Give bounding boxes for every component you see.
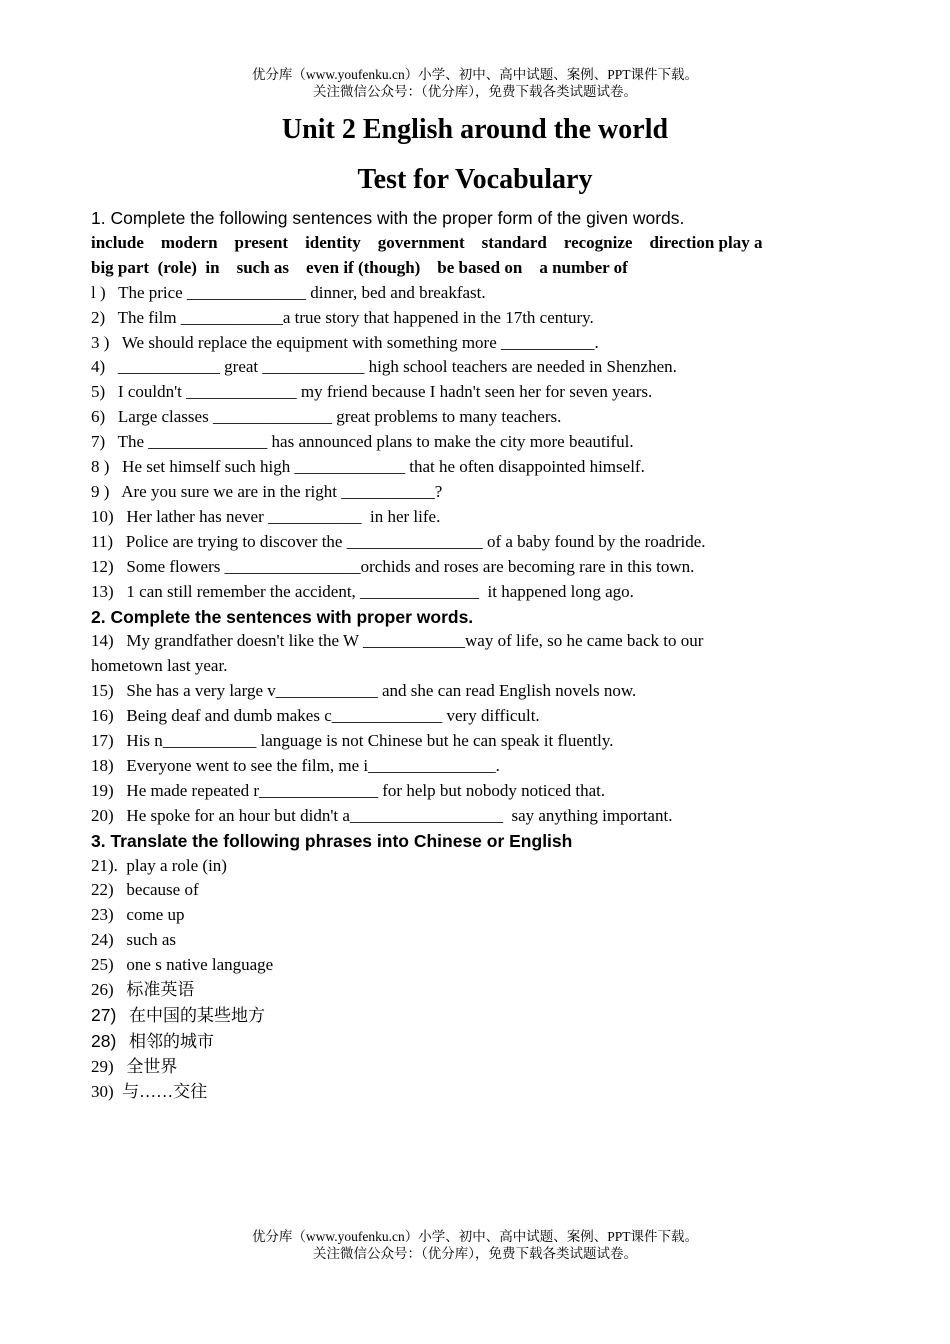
question-4: 4) ____________ great ____________ high school teachers are needed in Shenzhen.	[91, 357, 677, 377]
question-text: 与……交往	[113, 1081, 208, 1101]
question-text: because of	[113, 880, 199, 900]
question-number: 29)	[91, 1056, 114, 1076]
question-28	[91, 1029, 861, 1055]
question-8: 8 ) He set himself such high _____________ that he often disappointed himself.	[91, 457, 645, 477]
question-text: one s native language	[113, 955, 274, 975]
question-9: 9 ) Are you sure we are in the right ___________?	[91, 481, 443, 501]
question-23	[91, 903, 861, 928]
question-29	[91, 1055, 861, 1080]
question-number: 21).	[91, 855, 118, 875]
question-6: 6) Large classes ______________ great problems to many teachers.	[91, 407, 562, 427]
question-number: 26)	[91, 980, 114, 1000]
footer-line-1: 优分库（www.youfenku.cn）小学、初中、高中试题、案例、PPT课件下载。	[251, 1229, 699, 1244]
question-1: l ) The price ______________ dinner, bed and breakfast.	[91, 282, 486, 302]
question-7: 7) The ______________ has announced plans to make the city more beautiful.	[91, 432, 634, 452]
question-24	[91, 928, 861, 953]
question-text: come up	[113, 905, 185, 925]
section1-heading: 1. Complete the following sentences with the proper form of the given words.	[91, 208, 685, 228]
question-10: 10) Her lather has never ___________ in her life.	[91, 506, 441, 526]
question-26	[91, 978, 861, 1003]
question-number: 25)	[91, 955, 114, 975]
question-20: 20) He spoke for an hour but didn't a__________________ say anything important.	[91, 805, 673, 825]
question-5: 5) I couldn't _____________ my friend because I hadn't seen her for seven years.	[91, 382, 653, 402]
page-header	[0, 66, 950, 100]
question-27	[91, 1003, 861, 1029]
wordbank-line-2: big part (role) in such as even if (though) be based on a number of	[91, 257, 628, 277]
question-25	[91, 953, 861, 978]
question-30	[91, 1080, 861, 1105]
question-16: 16) Being deaf and dumb makes c_____________ very difficult.	[91, 706, 540, 726]
section2-heading: 2. Complete the sentences with proper words.	[91, 606, 474, 627]
question-12: 12) Some flowers ________________orchids and roses are becoming rare in this town.	[91, 556, 695, 576]
question-number: 23)	[91, 905, 114, 925]
section3-heading: 3. Translate the following phrases into Chinese or English	[91, 830, 573, 851]
question-11: 11) Police are trying to discover the ________________ of a baby found by the roadride.	[91, 531, 706, 551]
question-number: 22)	[91, 880, 114, 900]
wordbank-line-1: include modern present identity government standard recognize direction play a	[91, 232, 763, 252]
question-text: such as	[113, 930, 176, 950]
question-text: play a role (in)	[117, 855, 227, 875]
question-18: 18) Everyone went to see the film, me i_______________.	[91, 755, 500, 775]
question-14-line-2: hometown last year.	[91, 656, 228, 676]
header-line-2: 关注微信公众号：（优分库），免费下载各类试题试卷。	[313, 84, 637, 99]
page-footer	[0, 1228, 950, 1262]
question-15: 15) She has a very large v____________ and she can read English novels now.	[91, 681, 637, 701]
question-13: 13) 1 can still remember the accident, ______________ it happened long ago.	[91, 581, 634, 601]
question-19: 19) He made repeated r______________ for help but nobody noticed that.	[91, 780, 606, 800]
question-text: 全世界	[113, 1056, 178, 1076]
question-text: 标准英语	[113, 980, 195, 1000]
question-number: 27)	[91, 1005, 117, 1025]
header-line-1: 优分库（www.youfenku.cn）小学、初中、高中试题、案例、PPT课件下载。	[251, 67, 699, 82]
page-subtitle: Test for Vocabulary	[357, 164, 593, 195]
question-number: 24)	[91, 930, 114, 950]
question-2: 2) The film ____________a true story that happened in the 17th century.	[91, 307, 594, 327]
question-3: 3 ) We should replace the equipment with something more ___________.	[91, 332, 599, 352]
question-text: 相邻的城市	[116, 1031, 215, 1051]
question-21	[91, 854, 861, 879]
question-text: 在中国的某些地方	[116, 1006, 266, 1025]
question-14-line-1: 14) My grandfather doesn't like the W ____________way of life, so he came back to our	[91, 631, 704, 651]
footer-line-2: 关注微信公众号：（优分库），免费下载各类试题试卷。	[313, 1246, 637, 1261]
question-17: 17) His n___________ language is not Chinese but he can speak it fluently.	[91, 731, 614, 751]
page-title: Unit 2 English around the world	[281, 114, 669, 145]
worksheet-body	[91, 206, 861, 1105]
question-number: 30)	[91, 1081, 114, 1101]
question-22	[91, 878, 861, 903]
question-number: 28)	[91, 1030, 117, 1051]
